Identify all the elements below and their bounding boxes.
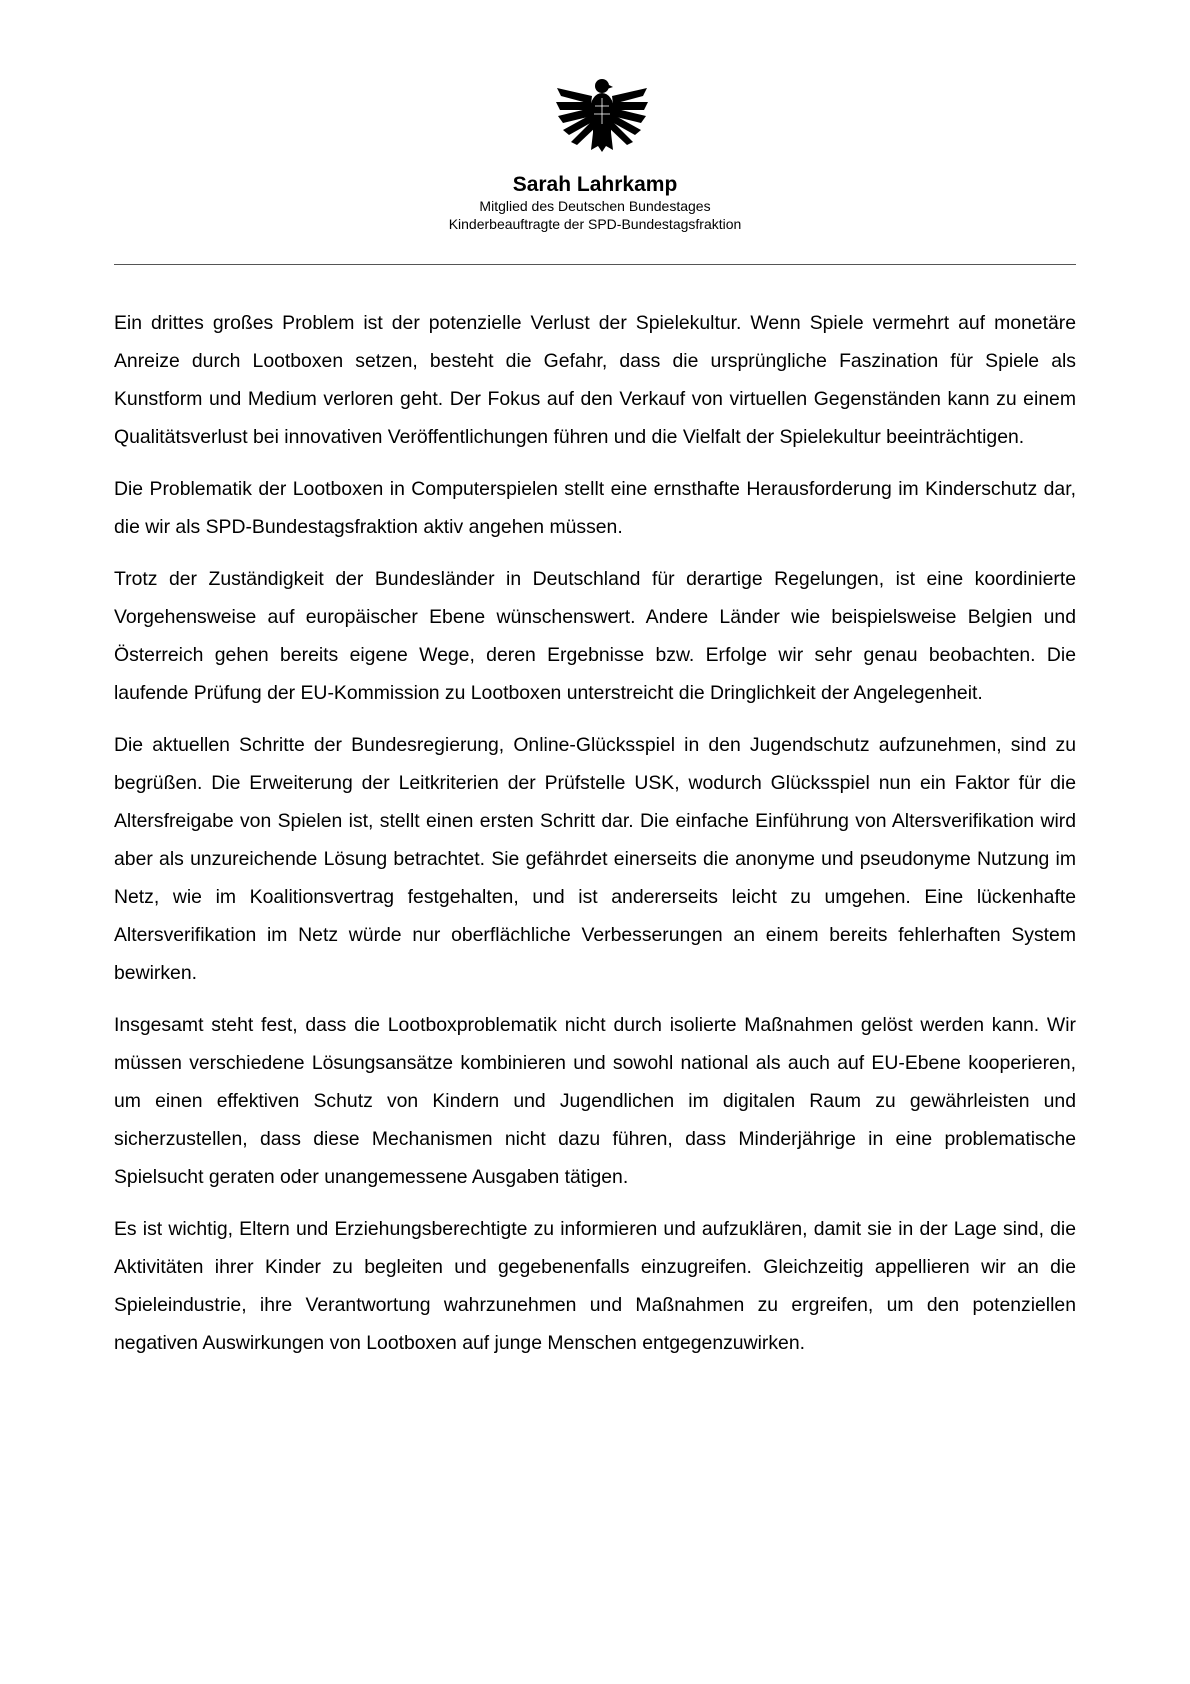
author-role-2: Kinderbeauftragte der SPD-Bundestagsfraktion <box>448 215 742 232</box>
author-role-1: Mitglied des Deutschen Bundestages <box>479 198 711 214</box>
paragraph: Ein drittes großes Problem ist der potenzielle Verlust der Spielekultur. Wenn Spiele vermehrt auf monetäre Anreize durch Lootboxen setzen, besteht die Gefahr, dass die ursprüngliche Faszination für Spiele als Kunstform und Medium verloren geht. Der Fokus auf den Verkauf von virtuellen Gegenständen kann zu einem Qualitätsverlust bei innovativen Veröffentlichungen führen und die Vielfalt der Spielekultur beeinträchtigen. <box>114 312 1076 448</box>
paragraph: Insgesamt steht fest, dass die Lootboxproblematik nicht durch isolierte Maßnahmen gelöst werden kann. Wir müssen verschiedene Lösungsansätze kombinieren und sowohl national als auch auf EU-Ebene kooperieren, um einen effektiven Schutz von Kindern und Jugendlichen im digitalen Raum zu gewährleisten und sicherzustellen, dass diese Mechanismen nicht dazu führen, dass Minderjährige in eine problematische Spielsucht geraten oder unangemessene Ausgaben tätigen. <box>114 1014 1076 1188</box>
paragraph: Die Problematik der Lootboxen in Computerspielen stellt eine ernsthafte Herausforderung im Kinderschutz dar, die wir als SPD-Bundestagsfraktion aktiv angehen müssen. <box>114 478 1076 538</box>
letterhead <box>0 172 1190 233</box>
federal-eagle-icon <box>555 74 649 154</box>
paragraph: Die aktuellen Schritte der Bundesregierung, Online-Glücksspiel in den Jugendschutz aufzunehmen, sind zu begrüßen. Die Erweiterung der Leitkriterien der Prüfstelle USK, wodurch Glücksspiel nun ein Faktor für die Altersfreigabe von Spielen ist, stellt einen ersten Schritt dar. Die einfache Einführung von Altersverifikation wird aber als unzureichende Lösung betrachtet. Sie gefährdet einerseits die anonyme und pseudonyme Nutzung im Netz, wie im Koalitionsvertrag festgehalten, und ist andererseits leicht zu umgehen. Eine lückenhafte Altersverifikation im Netz würde nur oberflächliche Verbesserungen an einem bereits fehlerhaften System bewirken. <box>114 734 1076 984</box>
paragraph: Trotz der Zuständigkeit der Bundesländer in Deutschland für derartige Regelungen, ist eine koordinierte Vorgehensweise auf europäischer Ebene wünschenswert. Andere Länder wie beispielsweise Belgien und Österreich gehen bereits eigene Wege, deren Ergebnisse bzw. Erfolge wir sehr genau beobachten. Die laufende Prüfung der EU-Kommission zu Lootboxen unterstreicht die Dringlichkeit der Angelegenheit. <box>114 568 1076 704</box>
letter-body <box>114 304 1076 1376</box>
paragraph: Es ist wichtig, Eltern und Erziehungsberechtigte zu informieren und aufzuklären, damit sie in der Lage sind, die Aktivitäten ihrer Kinder zu begleiten und gegebenenfalls einzugreifen. Gleichzeitig appellieren wir an die Spieleindustrie, ihre Verantwortung wahrzunehmen und Maßnahmen zu ergreifen, um den potenziellen negativen Auswirkungen von Lootboxen auf junge Menschen entgegenzuwirken. <box>114 1218 1076 1354</box>
author-name: Sarah Lahrkamp <box>512 173 678 196</box>
header-divider <box>114 264 1076 265</box>
